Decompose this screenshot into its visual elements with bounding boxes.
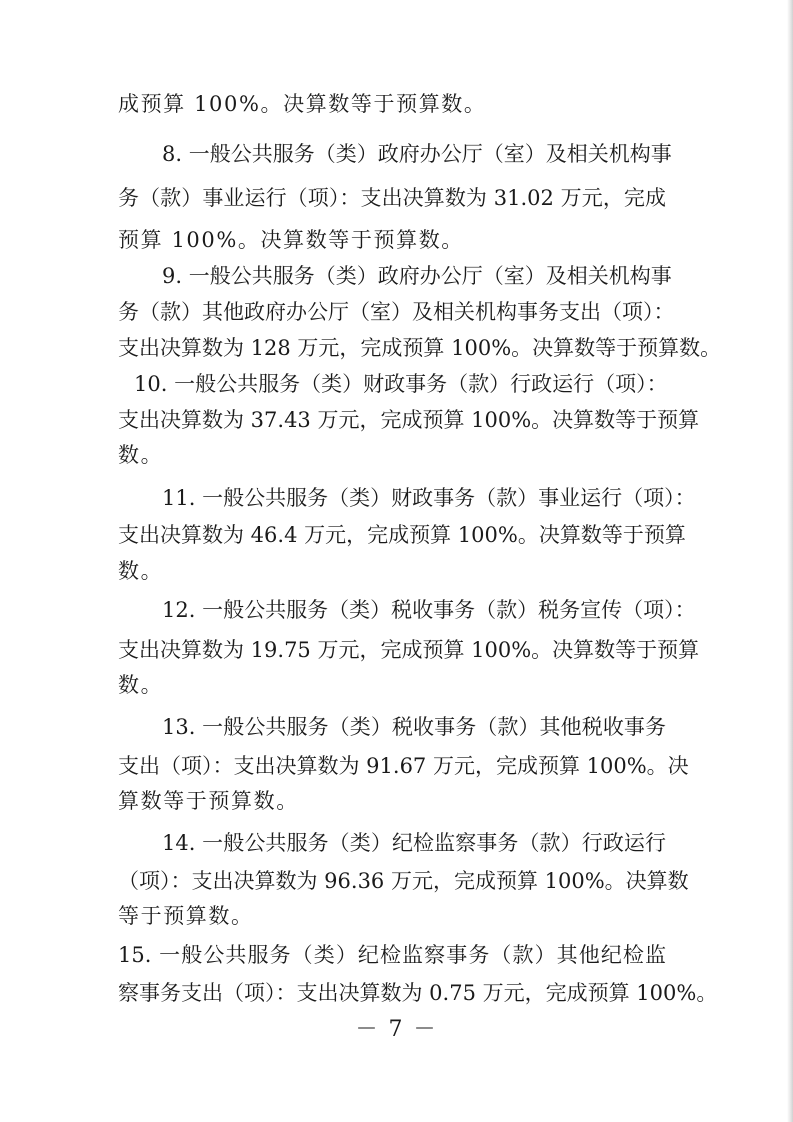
text-line-6: 务（款）其他政府办公厅（室）及相关机构事务支出（项）： <box>118 300 675 324</box>
page-number: － 7 － <box>355 1017 438 1042</box>
text-line-4: 预算 100%。决算数等于预算数。 <box>118 228 464 252</box>
text-line-14: 12. 一般公共服务（类）税收事务（款）税务宣传（项）： <box>162 598 696 622</box>
text-line-17: 13. 一般公共服务（类）税收事务（款）其他税收事务 <box>162 715 666 739</box>
text-line-22: 等于预算数。 <box>118 904 254 928</box>
text-line-19: 算数等于预算数。 <box>118 789 299 813</box>
text-line-12: 支出决算数为 46.4 万元，完成预算 100%。决算数等于预算 <box>118 523 686 547</box>
text-line-24: 察事务支出（项）：支出决算数为 0.75 万元，完成预算 100%。 <box>118 981 718 1005</box>
text-line-21: （项）：支出决算数为 96.36 万元，完成预算 100%。决算数 <box>118 869 689 893</box>
text-line-13: 数。 <box>118 559 164 583</box>
text-line-10: 数。 <box>118 443 164 467</box>
text-line-16: 数。 <box>118 673 164 697</box>
scan-edge-shadow <box>787 0 793 1122</box>
text-line-3: 务（款）事业运行（项）：支出决算数为 31.02 万元，完成 <box>118 186 666 210</box>
text-line-20: 14. 一般公共服务（类）纪检监察事务（款）行政运行 <box>162 831 666 855</box>
text-line-23: 15. 一般公共服务（类）纪检监察事务（款）其他纪检监 <box>118 943 666 967</box>
text-line-7: 支出决算数为 128 万元，完成预算 100%。决算数等于预算数。 <box>118 336 722 360</box>
text-line-18: 支出（项）：支出决算数为 91.67 万元，完成预算 100%。决 <box>118 754 689 778</box>
text-line-1: 成预算 100%。决算数等于预算数。 <box>118 92 487 116</box>
text-line-5: 9. 一般公共服务（类）政府办公厅（室）及相关机构事 <box>162 264 672 288</box>
text-line-15: 支出决算数为 19.75 万元，完成预算 100%。决算数等于预算 <box>118 638 700 662</box>
text-line-2: 8. 一般公共服务（类）政府办公厅（室）及相关机构事 <box>162 142 672 166</box>
text-line-9: 支出决算数为 37.43 万元，完成预算 100%。决算数等于预算 <box>118 408 700 432</box>
text-line-11: 11. 一般公共服务（类）财政事务（款）事业运行（项）： <box>162 486 696 510</box>
text-line-8: 10. 一般公共服务（类）财政事务（款）行政运行（项）： <box>134 372 668 396</box>
